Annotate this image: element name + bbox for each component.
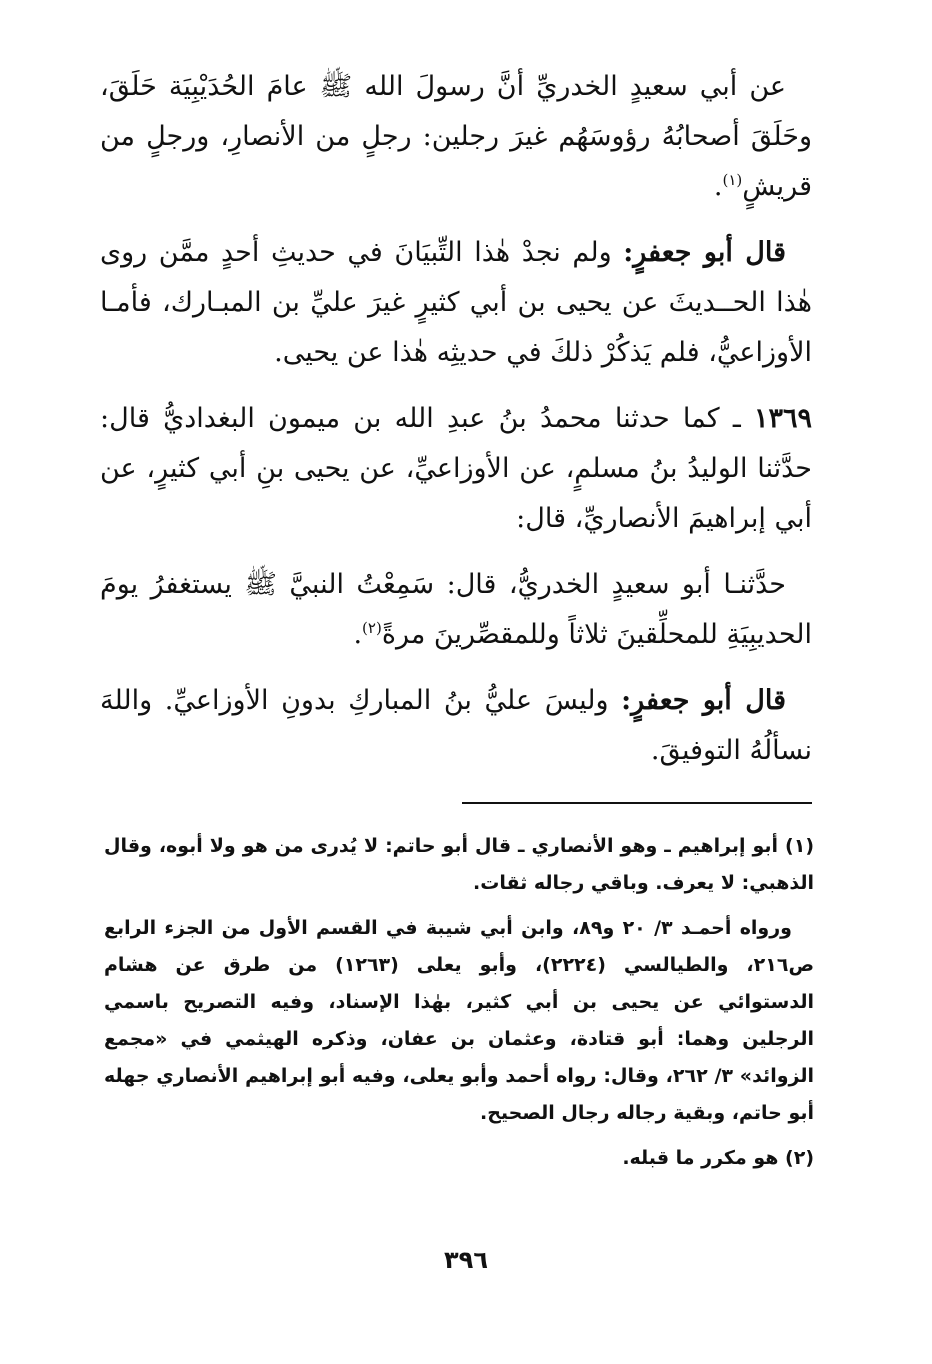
paragraph-1-end: . (713, 171, 723, 202)
paragraph-2-text: ولم نجدْ هٰذا التِّبيَانَ في حديثِ أحدٍ ممَّن روى هٰذا الحــديثَ عن يحيى بن أبي كثيرٍ غيرَ عليِّ بن المبـارك، فأمـا الأوزاعيُّ، فلم يَذكُرْ ذلكَ في حديثِه هٰذا عن يحيى. (100, 237, 812, 368)
footnote-ref-2: (٢) (362, 619, 382, 637)
footnote-1: (١) أبو إبراهيم ـ وهو الأنصاري ـ قال أبو حاتم: لا يُدرى من هو ولا أبوه، وقال الذهبي: لا يعرف. وباقي رجاله ثقات. (104, 835, 814, 894)
paragraph-1 (100, 62, 812, 212)
paragraph-5 (100, 676, 812, 776)
footnotes (104, 828, 814, 1185)
footnote-2: (٢) هو مكرر ما قبله. (622, 1147, 814, 1169)
footnote-separator (462, 802, 812, 804)
paragraph-5-lead: قال أبو جعفرٍ: (621, 685, 786, 716)
paragraph-5-text: وليسَ عليُّ بنُ المباركِ بدونِ الأوزاعيِّ. واللهَ نسألُهُ التوفيقَ. (100, 685, 812, 766)
paragraph-1-text: عن أبي سعيدٍ الخدريِّ أنَّ رسولَ الله ﷺ عامَ الحُدَيْبِيَة حَلَقَ، وحَلَقَ أصحابُهُ رؤوسَهُم غيرَ رجلين: رجلٍ من الأنصارِ، ورجلٍ من قريشٍ (100, 71, 812, 202)
paragraph-4 (100, 560, 812, 660)
paragraph-4-end: . (353, 619, 363, 650)
footnote-1-continued: ورواه أحمـد ٣/ ٢٠ و٨٩، وابن أبي شيبة في القسم الأول من الجزء الرابع ص٢١٦، والطيالسي (٢٢٢٤)، وأبو يعلى (١٢٦٣) من طرق عن هشام الدستوائي عن يحيى بن أبي كثير، بهٰذا الإسناد، وفيه التصريح باسمي الرجلين وهما: أبو قتادة، وعثمان بن عفان، وذكره الهيثمي في «مجمع الزوائد» ٣/ ٢٦٢، وقال: رواه أحمد وأبو يعلى، وفيه أبو إبراهيم الأنصاري جهله أبو حاتم، وبقية رجاله رجال الصحيح. (104, 917, 814, 1124)
page-number: ٣٩٦ (444, 1246, 488, 1274)
hadith-1369 (100, 394, 812, 544)
hadith-1369-text: ـ كما حدثنا محمدُ بنُ عبدِ الله بن ميمون البغداديُّ قال: حدَّثنا الوليدُ بنُ مسلمٍ، عن الأوزاعيِّ، عن يحيى بنِ أبي كثيرٍ، عن أبي إبراهيمَ الأنصاريِّ، قال: (100, 403, 812, 534)
hadith-number: ١٣٦٩ (753, 403, 812, 434)
paragraph-4-text: حدَّثنـا أبو سعيدٍ الخدريُّ، قال: سَمِعْتُ النبيَّ ﷺ يستغفرُ يومَ الحديبِيَةِ للمحلِّقينَ ثلاثاً وللمقصِّرينَ مرةً (100, 569, 812, 650)
paragraph-2 (100, 228, 812, 378)
paragraph-2-lead: قال أبو جعفرٍ: (623, 237, 786, 268)
main-text (100, 62, 812, 792)
footnote-ref-1: (١) (722, 171, 743, 189)
